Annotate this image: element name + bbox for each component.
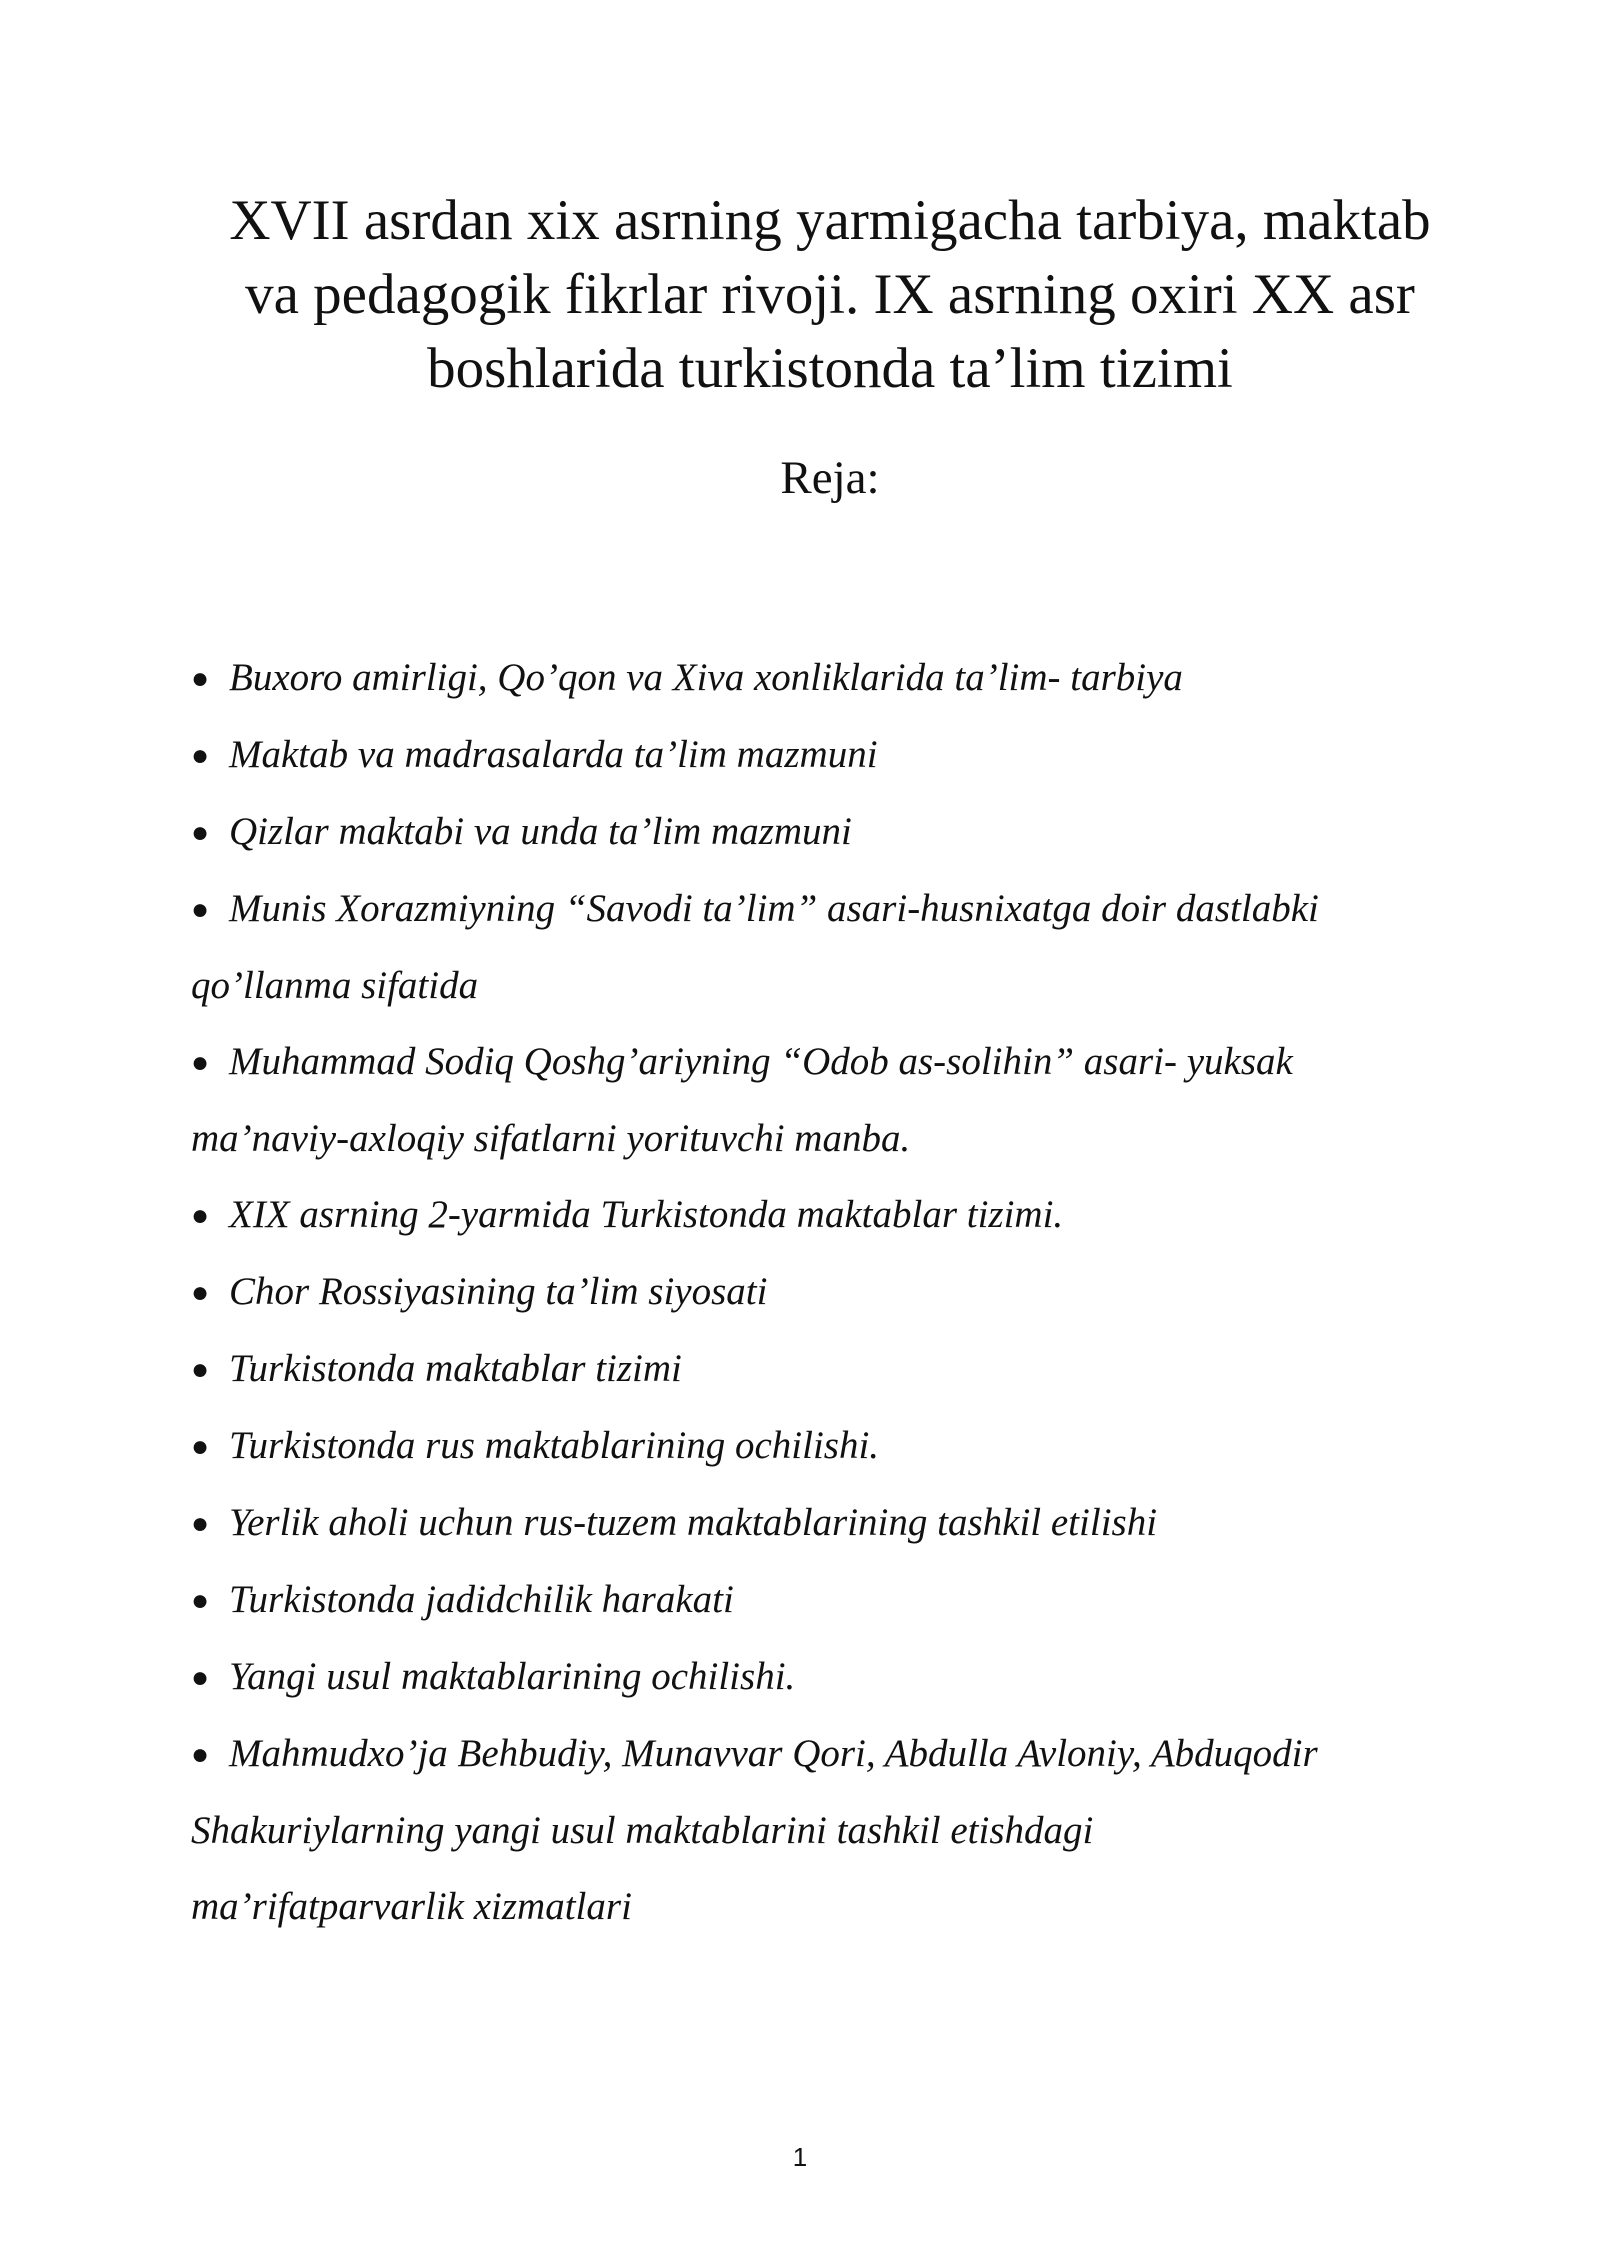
plan-item-text: Munis Xorazmiyning “Savodi ta’lim” asari-husnixatga doir dastlabki <box>229 887 1319 930</box>
plan-item <box>191 1408 1491 1485</box>
bullet-icon: ● <box>191 1353 210 1386</box>
plan-item-text: Maktab va madrasalarda ta’lim mazmuni <box>229 733 878 776</box>
bullet-icon: ● <box>191 893 210 926</box>
bullet-icon: ● <box>191 739 210 772</box>
plan-item-text-continuation: ma’naviy-axloqiy sifatlarni yorituvchi manba. <box>191 1117 911 1160</box>
bullet-icon: ● <box>191 1507 210 1540</box>
bullet-icon: ● <box>191 662 210 695</box>
title-line: XVII asrdan xix asrning yarmigacha tarbiya, maktab <box>229 189 1431 252</box>
plan-item <box>191 871 1491 1024</box>
bullet-icon: ● <box>191 1199 210 1232</box>
plan-heading: Reja: <box>780 452 880 504</box>
plan-item <box>191 1716 1491 1945</box>
plan-item-text-continuation: Shakuriylarning yangi usul maktablarini tashkil etishdagi <box>191 1809 1094 1852</box>
plan-item-text: Buxoro amirligi, Qo’qon va Xiva xonliklarida ta’lim- tarbiya <box>229 656 1183 699</box>
bullet-icon: ● <box>191 1430 210 1463</box>
plan-item-text: Chor Rossiyasining ta’lim siyosati <box>229 1270 768 1313</box>
plan-item-text: XIX asrning 2-yarmida Turkistonda maktablar tizimi. <box>229 1193 1064 1236</box>
plan-item-text: Muhammad Sodiq Qoshg’ariyning “Odob as-solihin” asari- yuksak <box>229 1040 1293 1083</box>
plan-item <box>191 1562 1491 1639</box>
plan-item-text: Yangi usul maktablarining ochilishi. <box>229 1655 796 1698</box>
bullet-icon: ● <box>191 1276 210 1309</box>
plan-item-text-continuation: ma’rifatparvarlik xizmatlari <box>191 1885 632 1928</box>
plan-item-text-continuation: qo’llanma sifatida <box>191 964 479 1007</box>
title-line: va pedagogik fikrlar rivoji. IX asrning oxiri XX asr <box>245 263 1415 326</box>
plan-item-text: Turkistonda rus maktablarining ochilishi. <box>229 1424 880 1467</box>
plan-item <box>191 717 1491 794</box>
plan-list <box>191 640 1491 1945</box>
plan-item <box>191 640 1491 717</box>
plan-item <box>191 1254 1491 1331</box>
plan-item-text: Yerlik aholi uchun rus-tuzem maktablarining tashkil etilishi <box>229 1501 1158 1544</box>
title-line: boshlarida turkistonda ta’lim tizimi <box>427 337 1233 400</box>
plan-item <box>191 1485 1491 1562</box>
bullet-icon: ● <box>191 1738 210 1771</box>
plan-item-text: Mahmudxo’ja Behbudiy, Munavvar Qori, Abdulla Avloniy, Abduqodir <box>229 1732 1318 1775</box>
plan-item <box>191 794 1491 871</box>
document-title <box>180 184 1480 406</box>
bullet-icon: ● <box>191 816 210 849</box>
plan-item-text: Qizlar maktabi va unda ta’lim mazmuni <box>229 810 852 853</box>
plan-item-text: Turkistonda maktablar tizimi <box>229 1347 682 1390</box>
plan-item <box>191 1331 1491 1408</box>
plan-item <box>191 1177 1491 1254</box>
bullet-icon: ● <box>191 1046 210 1079</box>
page-number: 1 <box>792 2142 808 2172</box>
bullet-icon: ● <box>191 1661 210 1694</box>
plan-item <box>191 1024 1491 1177</box>
plan-item <box>191 1639 1491 1716</box>
bullet-icon: ● <box>191 1584 210 1617</box>
plan-item-text: Turkistonda jadidchilik harakati <box>229 1578 734 1621</box>
